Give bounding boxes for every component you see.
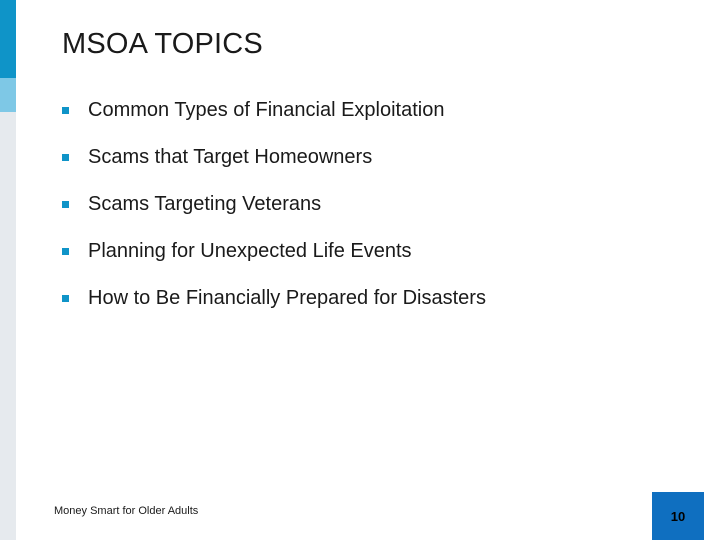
list-item-text: Scams that Target Homeowners <box>88 146 373 168</box>
square-bullet-icon <box>62 107 69 114</box>
list-item-text: Common Types of Financial Exploitation <box>88 99 445 121</box>
topic-list <box>62 87 486 322</box>
square-bullet-icon <box>62 248 69 255</box>
square-bullet-icon <box>62 295 69 302</box>
slide-title: MSOA TOPICS <box>62 28 263 60</box>
list-item <box>62 87 486 134</box>
page-number: 10 <box>670 508 686 524</box>
square-bullet-icon <box>62 154 69 161</box>
list-item-text: How to Be Financially Prepared for Disasters <box>88 287 486 309</box>
list-item <box>62 275 486 322</box>
list-item-text: Planning for Unexpected Life Events <box>88 240 412 262</box>
list-item <box>62 228 486 275</box>
list-item <box>62 181 486 228</box>
accent-bar-middle <box>0 78 16 112</box>
footer-text: Money Smart for Older Adults <box>54 505 199 517</box>
list-item <box>62 134 486 181</box>
list-item-text: Scams Targeting Veterans <box>88 193 322 215</box>
square-bullet-icon <box>62 201 69 208</box>
accent-bar-bottom <box>0 112 16 540</box>
accent-bar-top <box>0 0 16 78</box>
page-number-box <box>652 492 704 540</box>
